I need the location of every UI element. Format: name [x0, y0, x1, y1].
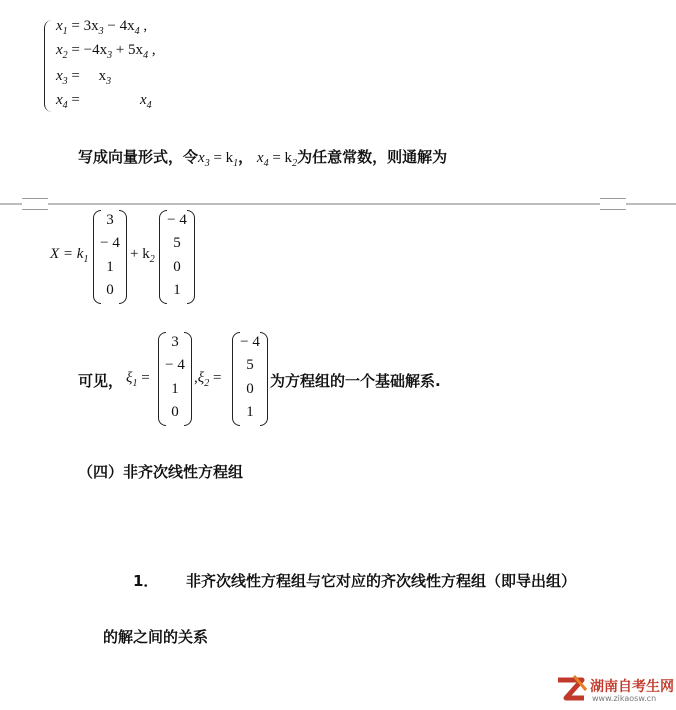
vector-cell: 1: [173, 282, 181, 298]
vector-cell: 1: [106, 259, 114, 275]
equation-1: $x_1 = 3x_3 - 4x_4$ ,: [56, 18, 148, 37]
page-margin-marker-left: [22, 198, 48, 210]
vector-cell: 0: [106, 282, 114, 298]
vector-2-general: [159, 210, 195, 302]
vector-cell: 0: [246, 381, 254, 397]
equation-3: $x_3$ = $x_3$: [56, 68, 112, 87]
basis-suffix: 为方程组的一个基础解系.: [270, 372, 441, 390]
vector-xi1: [158, 332, 192, 424]
item-number: 1．: [133, 572, 159, 590]
vector-1-general: [93, 210, 127, 302]
paragraph-vector-form: 写成向量形式，令$x_3 = k_1$， $x_4 = k_2$为任意常数，则通解为: [78, 148, 448, 169]
xi1-label: $\xi_1$ =: [126, 370, 150, 389]
vector-cell: 1: [246, 404, 254, 420]
vector-cell: − 4: [167, 212, 187, 228]
vector-cell: 0: [173, 259, 181, 275]
vector-cell: − 4: [240, 334, 260, 350]
vector-cell: − 4: [165, 357, 185, 373]
page-break-line: [0, 203, 676, 205]
general-solution-lhs: $X = k_1$: [50, 246, 89, 265]
vector-cell: 5: [173, 235, 181, 251]
general-solution-plus-k2: + $k_2$: [130, 246, 155, 265]
watermark-title: 湖南自考生网: [590, 679, 674, 695]
section-heading: （四）非齐次线性方程组: [78, 463, 244, 481]
equation-4-var: $x_4$: [140, 92, 152, 111]
vector-cell: 3: [106, 212, 114, 228]
basis-prefix: 可见，: [78, 372, 124, 390]
equation-4: $x_4$ = $x_4$: [56, 92, 152, 111]
site-watermark-logo: [552, 672, 676, 706]
vector-cell: 3: [171, 334, 179, 350]
vector-cell: − 4: [100, 235, 120, 251]
vector-cell: 1: [171, 381, 179, 397]
left-brace: [44, 20, 53, 112]
vector-cell: 0: [171, 404, 179, 420]
watermark-url: www.zikaosw.cn: [592, 694, 657, 703]
page-margin-marker-right: [600, 198, 626, 210]
vector-cell: 5: [246, 357, 254, 373]
equation-2: $x_2 = -4x_3 + 5x_4$ ,: [56, 42, 156, 61]
vector-xi2: [232, 332, 268, 424]
xi2-label: $,\xi_2$ =: [194, 370, 222, 389]
item-title-continued: 的解之间的关系: [103, 628, 209, 646]
item-title: 非齐次线性方程组与它对应的齐次线性方程组（即导出组）: [186, 572, 577, 590]
